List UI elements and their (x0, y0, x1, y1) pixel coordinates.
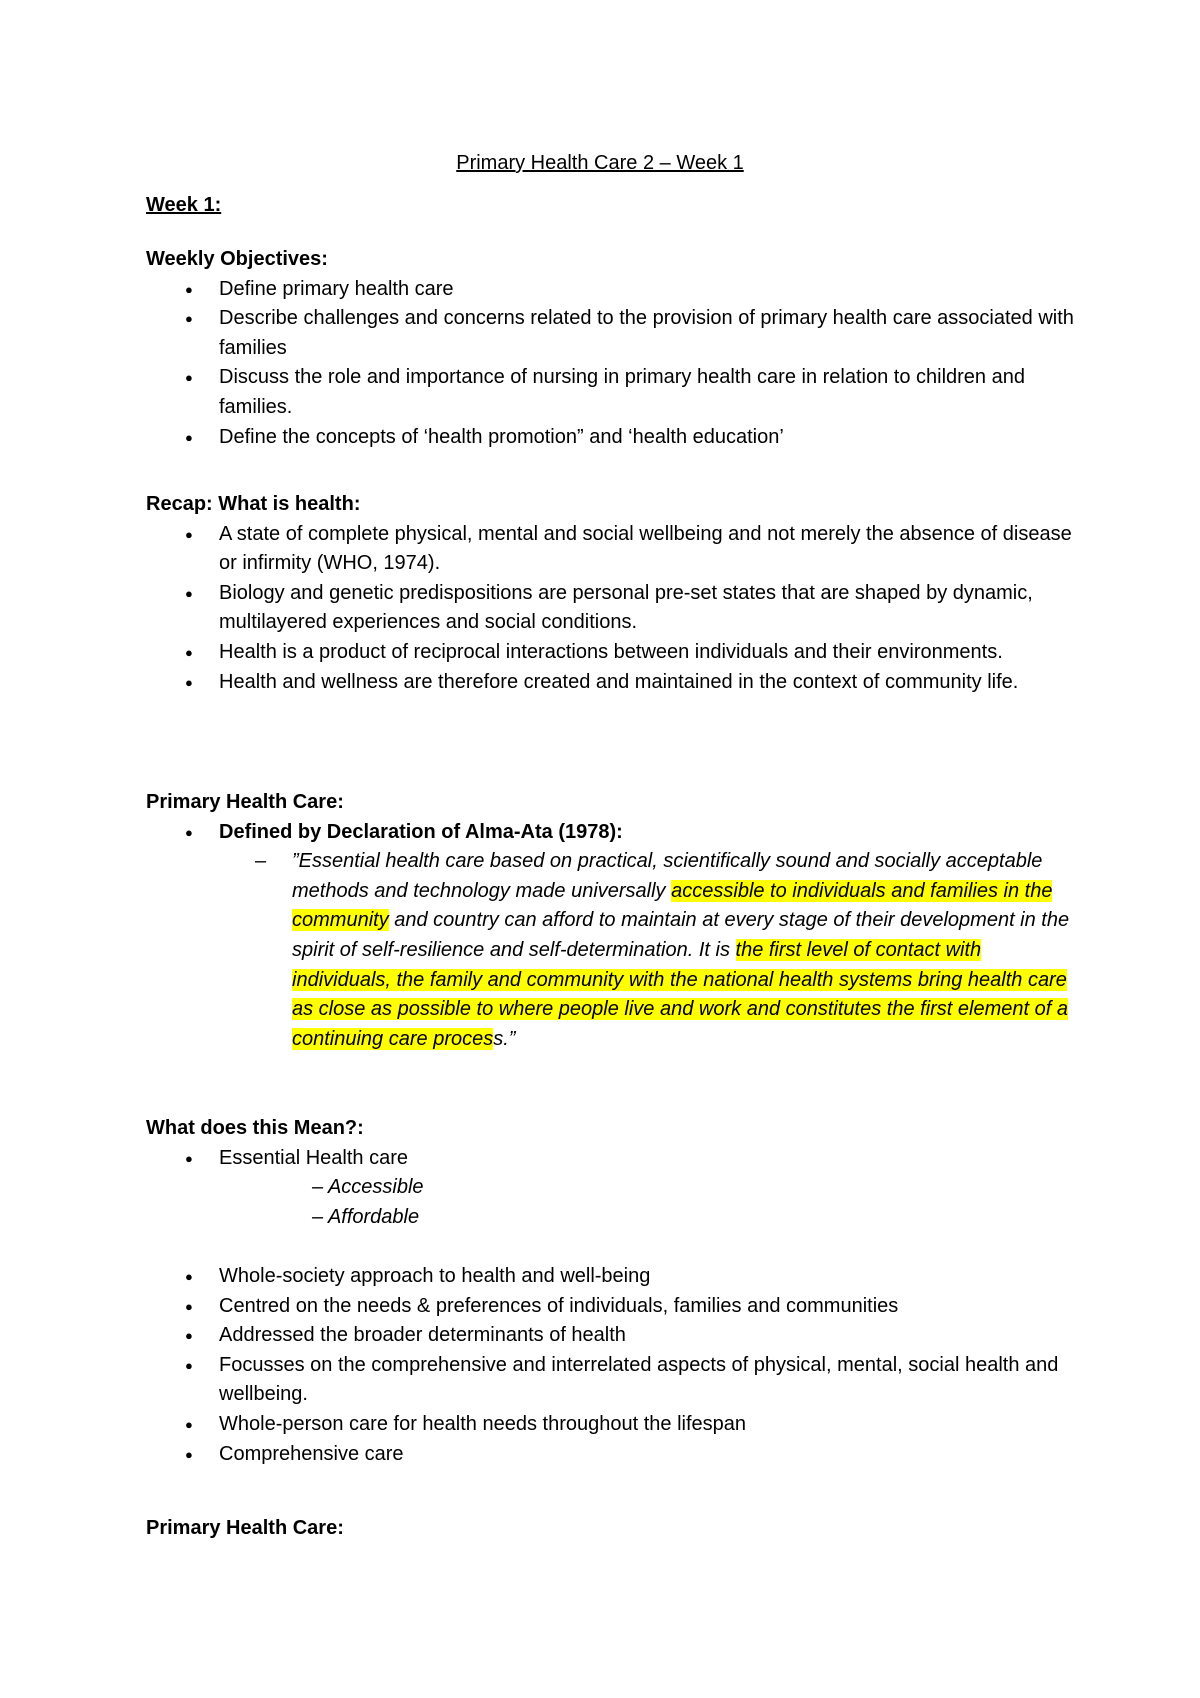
week-section (146, 191, 1076, 221)
recap-heading: Recap: What is health: (146, 493, 361, 515)
list-item: ● Focusses on the comprehensive and interrelated aspects of physical, mental, social health and wellbeing. (146, 1351, 1076, 1410)
quote-text-2: and country can afford to maintain at every stage of their development in the spirit of self-resilience and self-determination. It is (292, 909, 1070, 961)
phc2-section (146, 1514, 1076, 1544)
meaning-heading: What does this Mean?: (146, 1117, 364, 1139)
quote-text-1: ”Essential health care based on practical, scientifically sound and socially acceptable methods and technology made universally (292, 850, 1043, 902)
meaning-list-1 (146, 1144, 1076, 1174)
objectives-section (146, 245, 1076, 452)
list-item: ● Biology and genetic predispositions are personal pre-set states that are shaped by dynamic, multilayered experiences and social conditions. (146, 579, 1076, 638)
list-item: ● Define the concepts of ‘health promotion” and ‘health education’ (146, 423, 1076, 453)
quote-text-3: s.” (493, 1027, 516, 1050)
dash-marker: – (255, 850, 267, 873)
meaning-section (146, 1114, 1076, 1469)
list-item: ● Defined by Declaration of Alma-Ata (1978): (146, 818, 1076, 848)
page-title: Primary Health Care 2 – Week 1 (456, 152, 744, 174)
objectives-list (146, 275, 1076, 453)
list-item: ● Whole-person care for health needs throughout the lifespan (146, 1410, 1076, 1440)
list-item: ● Health is a product of reciprocal interactions between individuals and their environments. (146, 638, 1076, 668)
list-item: ● Health and wellness are therefore created and maintained in the context of community life. (146, 668, 1076, 698)
list-item: ● Addressed the broader determinants of health (146, 1321, 1076, 1351)
list-item: ● A state of complete physical, mental and social wellbeing and not merely the absence of disease or infirmity (WHO, 1974). (146, 520, 1076, 579)
list-item: ● Describe challenges and concerns related to the provision of primary health care associated with families (146, 304, 1076, 363)
recap-list (146, 520, 1076, 698)
sub-item: – Accessible (312, 1176, 424, 1199)
meaning-list-2 (146, 1262, 1076, 1469)
phc-heading: Primary Health Care: (146, 791, 344, 813)
list-item: ● Centred on the needs & preferences of individuals, families and communities (146, 1292, 1076, 1322)
list-item: ● Essential Health care (146, 1144, 1076, 1174)
list-item: ● Comprehensive care (146, 1440, 1076, 1470)
alma-ata-quote (146, 847, 1076, 1054)
phc-section (146, 788, 1076, 1054)
phc-list (146, 818, 1076, 848)
phc2-heading: Primary Health Care: (146, 1517, 344, 1539)
list-item: ● Discuss the role and importance of nursing in primary health care in relation to children and families. (146, 363, 1076, 422)
objectives-heading: Weekly Objectives: (146, 248, 328, 270)
week-heading: Week 1: (146, 194, 222, 216)
recap-section (146, 490, 1076, 697)
list-item: ● Whole-society approach to health and well-being (146, 1262, 1076, 1292)
sub-item: – Affordable (312, 1205, 420, 1228)
highlighted-text-1: accessible to individuals and families in the community (292, 879, 1053, 932)
list-item: ● Define primary health care (146, 275, 1076, 305)
highlighted-text-2: the first level of contact with individuals, the family and community with the national health systems bring health care as close as possible to where people live and work and constitutes the first element of a continuing care proces (292, 938, 1068, 1050)
